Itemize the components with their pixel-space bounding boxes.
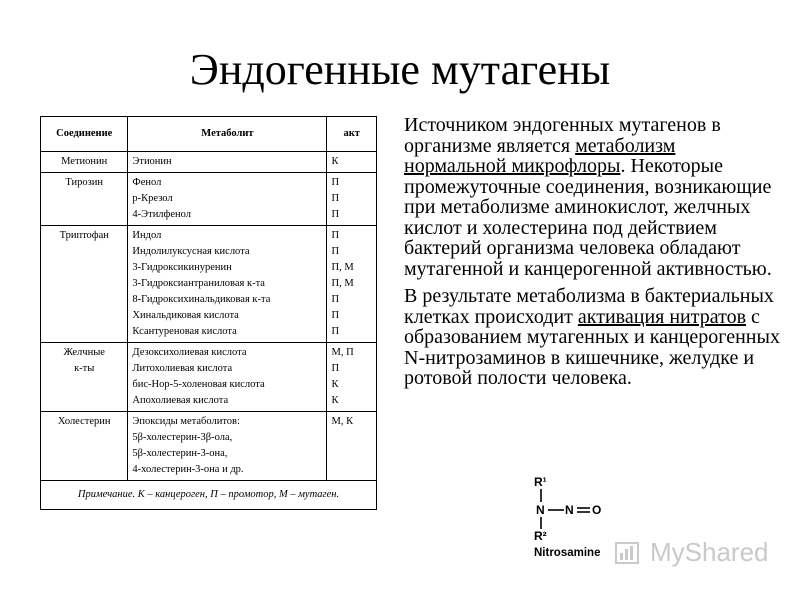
- activity-cell: [327, 343, 377, 412]
- table-header-row: [41, 117, 377, 152]
- activity-line: К: [331, 379, 339, 390]
- header-compound: Соединение: [41, 117, 128, 152]
- paragraph-nitrates-end: с образованием мутагенных и канцерогенных N-нитрозаминов в кишечнике, желудке и ротовой полости человека.: [404, 305, 780, 389]
- metabolite-cell: [128, 343, 327, 412]
- paragraph-sources: [404, 115, 780, 279]
- compound-cell: [41, 226, 128, 343]
- table-body: [41, 152, 377, 481]
- compound-line: Желчные: [63, 347, 105, 358]
- table-row: [41, 173, 377, 226]
- metabolite-line: Дезоксихолиевая кислота: [132, 347, 247, 358]
- watermark: [614, 534, 774, 568]
- header-metabolite: Метаболит: [128, 117, 327, 152]
- activity-line: П: [331, 230, 340, 241]
- watermark-text: MyShared: [650, 537, 769, 567]
- activity-line: П, М: [331, 262, 354, 273]
- activity-line: П: [331, 326, 340, 337]
- metabolite-line: 5β-холестерин-3-она,: [132, 448, 228, 459]
- metabolite-cell: [128, 226, 327, 343]
- metabolite-line: Апохолиевая кислота: [132, 395, 229, 406]
- nitroso-n-label: N: [565, 503, 574, 517]
- compound-line: Холестерин: [57, 416, 111, 427]
- oxygen-label: O: [592, 503, 602, 517]
- metabolite-line: Этионин: [132, 156, 172, 167]
- text-panel: [404, 115, 780, 396]
- compound-cell: [41, 152, 128, 173]
- metabolite-cell: [128, 152, 327, 173]
- activity-line: К: [331, 156, 339, 167]
- paragraph-sources-start: Источником эндогенных мутагенов в организме является: [404, 114, 721, 157]
- watermark-logo-icon: [614, 537, 644, 567]
- activity-cell: [327, 173, 377, 226]
- table-row: [41, 343, 377, 412]
- mutagen-table: [40, 116, 377, 510]
- highlight-microflora: метаболизм нормальной микрофлоры: [404, 134, 676, 177]
- activity-line: П: [331, 193, 340, 204]
- activity-line: П: [331, 294, 340, 305]
- paragraph-nitrates-start: В результате метаболизма в бактериальных клетках происходит: [404, 285, 774, 328]
- activity-line: П: [331, 209, 340, 220]
- metabolite-line: Ксантуреновая кислота: [132, 326, 237, 337]
- metabolite-line: 8-Гидроксихинальдиковая к-та: [132, 294, 271, 305]
- nitrosamine-caption: Nitrosamine: [534, 547, 601, 559]
- r1-label: R¹: [534, 475, 547, 489]
- activity-line: М, П: [331, 347, 354, 358]
- metabolite-line: 5β-холестерин-3β-ола,: [132, 432, 233, 443]
- compound-line: Тирозин: [65, 177, 104, 188]
- metabolite-line: Эпоксиды метаболитов:: [132, 416, 240, 427]
- metabolite-line: бис-Нор-5-холеновая кислота: [132, 379, 265, 390]
- metabolite-line: Индол: [132, 230, 162, 241]
- compound-line: Метионин: [61, 156, 108, 167]
- activity-line: П: [331, 246, 340, 257]
- metabolite-cell: [128, 173, 327, 226]
- metabolite-line: p-Крезол: [132, 193, 173, 204]
- activity-line: П: [331, 177, 340, 188]
- table-note: [41, 481, 377, 510]
- metabolite-line: Хинальдиковая кислота: [132, 310, 239, 321]
- activity-line: П: [331, 310, 340, 321]
- compound-cell: [41, 412, 128, 481]
- metabolite-line: 3-Гидроксиантраниловая к-та: [132, 278, 265, 289]
- table-row: [41, 412, 377, 481]
- slide-title: Эндогенные мутагены: [189, 45, 611, 94]
- paragraph-nitrates: [404, 286, 780, 389]
- activity-line: П, М: [331, 278, 354, 289]
- table-row: [41, 226, 377, 343]
- compound-cell: [41, 173, 128, 226]
- metabolite-line: 3-Гидроксикинуренин: [132, 262, 232, 273]
- metabolite-line: 4-холестерин-3-она и др.: [132, 464, 244, 475]
- metabolite-line: 4-Этилфенол: [132, 209, 191, 220]
- activity-cell: [327, 412, 377, 481]
- activity-line: П: [331, 363, 340, 374]
- table-row: [41, 152, 377, 173]
- amine-n-label: N: [536, 503, 545, 517]
- activity-cell: [327, 226, 377, 343]
- table-note-row: [41, 481, 377, 510]
- activity-line: К: [331, 395, 339, 406]
- metabolite-line: Индолилуксусная кислота: [132, 246, 250, 257]
- table-note-text: Примечание. К – канцероген, П – промотор, М – мутаген.: [77, 489, 340, 500]
- activity-cell: [327, 152, 377, 173]
- compound-cell: [41, 343, 128, 412]
- metabolite-cell: [128, 412, 327, 481]
- activity-line: М, К: [331, 416, 354, 427]
- compound-line: к-ты: [74, 363, 95, 374]
- r2-label: R²: [534, 529, 547, 543]
- highlight-nitrates: активация нитратов: [577, 305, 747, 328]
- metabolite-line: Литохолиевая кислота: [132, 363, 233, 374]
- metabolite-line: Фенол: [132, 177, 162, 188]
- header-activity: акт: [327, 117, 377, 152]
- compound-line: Триптофан: [59, 230, 109, 241]
- paragraph-sources-end: . Некоторые промежуточные соединения, возникающие при метаболизме аминокислот, желчных кислот и холестерина под действием бактерий организма человека обладают мутагенной и канцерогенной активностью.: [404, 155, 772, 280]
